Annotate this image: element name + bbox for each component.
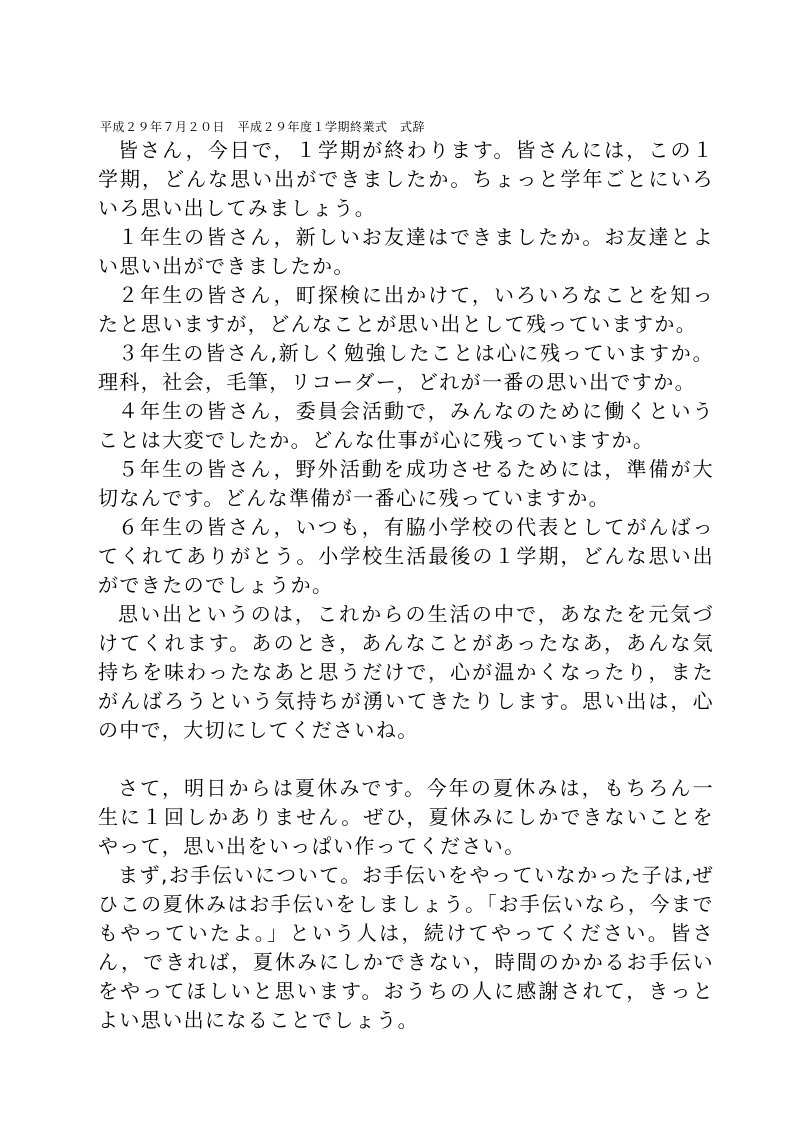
paragraph-grade-1: １年生の皆さん，新しいお友達はできましたか。お友達とよい思い出ができましたか。 bbox=[98, 225, 714, 278]
paragraph-grade-2: ２年生の皆さん，町探検に出かけて，いろいろなことを知ったと思いますが，どんなことが思い出として残っていますか。 bbox=[98, 283, 714, 336]
paragraph-opening: 皆さん，今日で，１学期が終わります。皆さんには，この１学期，どんな思い出ができましたか。ちょっと学年ごとにいろいろ思い出してみましょう。 bbox=[98, 138, 714, 220]
document-header: 平成２９年７月２０日 平成２９年度１学期終業式 式辞 bbox=[100, 120, 426, 134]
paragraph-grade-3: ３年生の皆さん,新しく勉強したことは心に残っていますか。理科，社会，毛筆，リコーダー，どれが一番の思い出ですか。 bbox=[98, 341, 714, 394]
paragraph-grade-5: ５年生の皆さん，野外活動を成功させるためには，準備が大切なんです。どんな準備が一番心に残っていますか。 bbox=[98, 457, 714, 510]
paragraph-grade-4: ４年生の皆さん，委員会活動で，みんなのために働くということは大変でしたか。どんな仕事が心に残っていますか。 bbox=[98, 399, 714, 452]
paragraph-summer-vacation: さて，明日からは夏休みです。今年の夏休みは，もちろん一生に１回しかありません。ぜひ，夏休みにしかできないことをやって，思い出をいっぱい作ってください。 bbox=[98, 776, 714, 858]
paragraph-grade-6: ６年生の皆さん，いつも，有脇小学校の代表としてがんばってくれてありがとう。小学校生活最後の１学期，どんな思い出ができたのでしょうか。 bbox=[98, 515, 714, 597]
paragraph-memories: 思い出というのは，これからの生活の中で，あなたを元気づけてくれます。あのとき，あんなことがあったなあ，あんな気持ちを味わったなあと思うだけで，心が温かくなったり，またがんばろうという気持ちが湧いてきたりします。思い出は，心の中で，大切にしてくださいね。 bbox=[98, 602, 714, 742]
paragraph-break bbox=[98, 745, 714, 774]
document-body bbox=[98, 136, 714, 1035]
document-page bbox=[98, 118, 714, 1035]
paragraph-household-help: まず,お手伝いについて。お手伝いをやっていなかった子は,ぜひこの夏休みはお手伝いをしましょう。「お手伝いなら，今までもやっていたよ。」という人は，続けてやってください。皆さん，できれば，夏休みにしかできない，時間のかかるお手伝いをやってほしいと思います。おうちの人に感謝されて，きっとよい思い出になることでしょう。 bbox=[98, 863, 714, 1032]
